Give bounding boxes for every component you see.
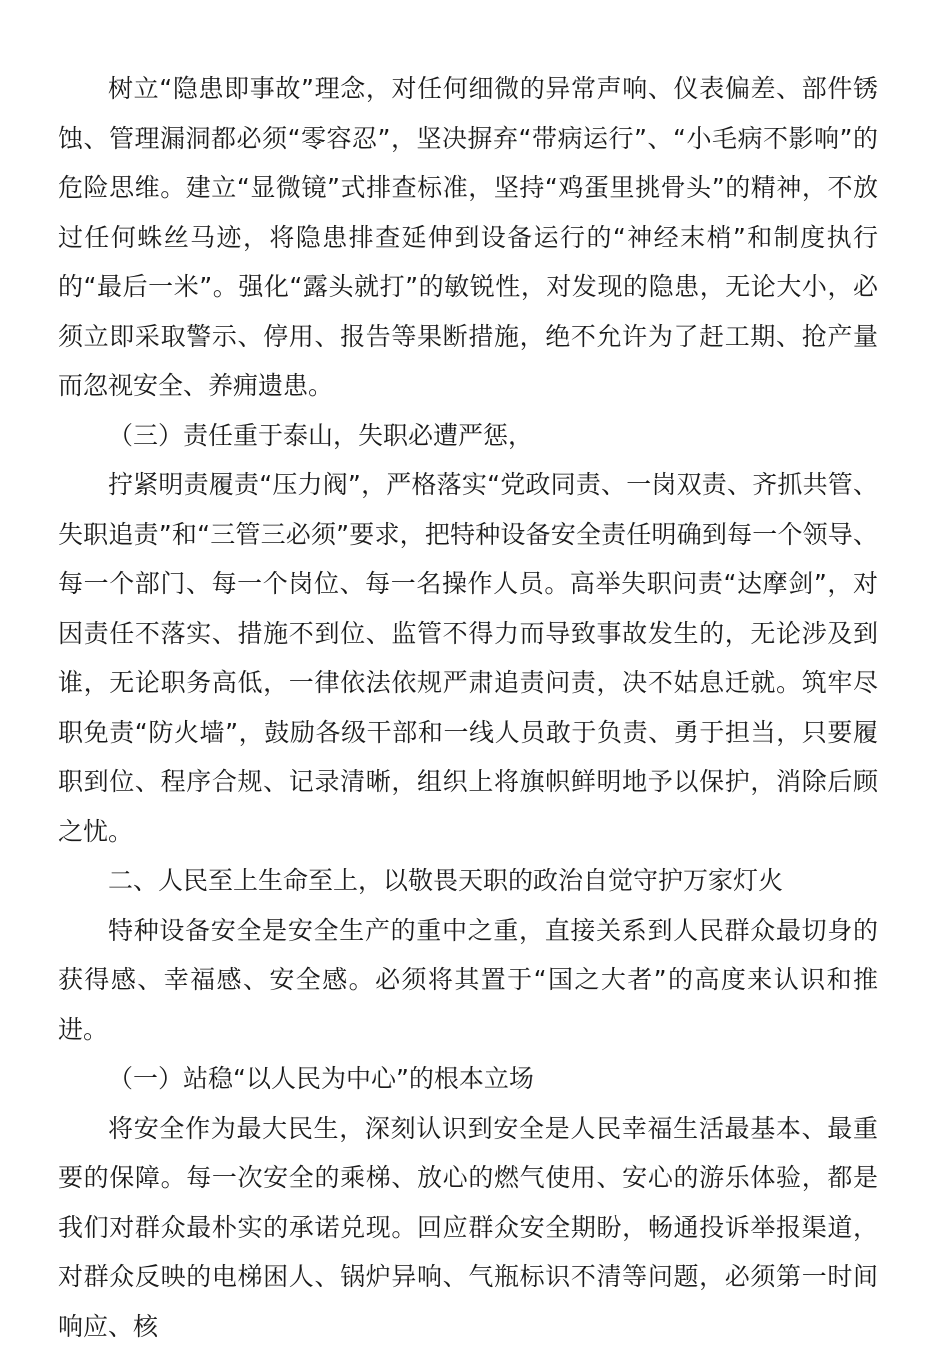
section-heading: （一）站稳“以人民为中心”的根本立场 [58,1054,878,1104]
body-paragraph: 树立“隐患即事故”理念，对任何细微的异常声响、仪表偏差、部件锈蚀、管理漏洞都必须“零容忍”，坚决摒弃“带病运行”、“小毛病不影响”的危险思维。建立“显微镜”式排查标准，坚持“鸡蛋里挑骨头”的精神，不放过任何蛛丝马迹，将隐患排查延伸到设备运行的“神经末梢”和制度执行的“最后一米”。强化“露头就打”的敏锐性，对发现的隐患，无论大小，必须立即采取警示、停用、报告等果断措施，绝不允许为了赶工期、抢产量而忽视安全、养痈遗患。 [58,64,878,411]
body-paragraph: 将安全作为最大民生，深刻认识到安全是人民幸福生活最基本、最重要的保障。每一次安全的乘梯、放心的燃气使用、安心的游乐体验，都是我们对群众最朴实的承诺兑现。回应群众安全期盼，畅通投诉举报渠道，对群众反映的电梯困人、锅炉异响、气瓶标识不清等问题，必须第一时间响应、核 [58,1104,878,1351]
section-heading: 二、人民至上生命至上，以敬畏天职的政治自觉守护万家灯火 [58,856,878,906]
document-body [58,64,878,1351]
section-heading: （三）责任重于泰山，失职必遭严惩， [58,411,878,461]
body-paragraph: 拧紧明责履责“压力阀”，严格落实“党政同责、一岗双责、齐抓共管、失职追责”和“三管三必须”要求，把特种设备安全责任明确到每一个领导、每一个部门、每一个岗位、每一名操作人员。高举失职问责“达摩剑”，对因责任不落实、措施不到位、监管不得力而导致事故发生的，无论涉及到谁，无论职务高低，一律依法依规严肃追责问责，决不姑息迁就。筑牢尽职免责“防火墙”，鼓励各级干部和一线人员敢于负责、勇于担当，只要履职到位、程序合规、记录清晰，组织上将旗帜鲜明地予以保护，消除后顾之忧。 [58,460,878,856]
body-paragraph: 特种设备安全是安全生产的重中之重，直接关系到人民群众最切身的获得感、幸福感、安全感。必须将其置于“国之大者”的高度来认识和推进。 [58,906,878,1055]
